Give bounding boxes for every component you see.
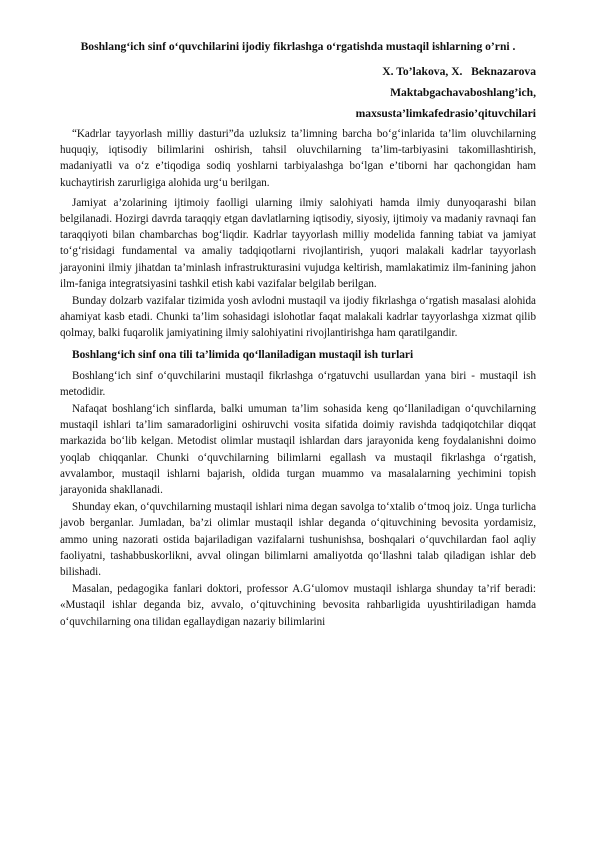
body-paragraph-2: Nafaqat boshlang‘ich sinflarda, balki umuman ta’lim sohasida keng qo‘llaniladigan o‘quvchilarning mustaqil ishlari ta’lim samaradorligini oshiruvchi vosita sifatida doimiy ravishda tadqiqotchilar diqqat markazida bo‘lib kelgan. Metodist olimlar mustaqil ishlardan dars jarayonida keng foydalanishni doimo yoqlab chiqqanlar. Chunki o‘quvchilarning bilimlarni egallash va mustaqil fikrlashga o‘rgatish, avvalambor, mustaqil ishlarni bajarish, oldida turgan muammo va masalalarning yechimini topish jarayonida shakllanadi. bbox=[60, 403, 536, 497]
body-paragraph-4: Masalan, pedagogika fanlari doktori, professor A.G‘ulomov mustaqil ishlarga shunday ta’rif beradi: «Mustaqil ishlar deganda biz, avvalo, o‘qituvchining bevosita rahbarligida uyushtiriladigan hamda o‘quvchilarning ona tilidan egallaydigan nazariy bilimlarini bbox=[60, 583, 536, 628]
affiliation-line-1: Maktabgachavaboshlang’ich, bbox=[390, 86, 536, 99]
intro-paragraph-1: “Kadrlar tayyorlash milliy dasturi”da uzluksiz ta’limning barcha bo‘g‘inlarida ta’lim oluvchilarning huquqiy, iqtisodiy bilimlarini oshirish, tahsil oluvchilarning ta’lim-tarbiyasini takomillashtirish, madaniyatli va o‘z e’tiqodiga sodiq yoshlarni tarbiyalashga bo‘lgan e’tiborni har qachongidan ham kuchaytirish zarurligiga alohida urg‘u berilgan. bbox=[60, 128, 536, 189]
body-paragraph-3: Shunday ekan, o‘quvchilarning mustaqil ishlari nima degan savolga to‘xtalib o‘tmoq joiz. Unga turlicha javob berganlar. Jumladan, ba’zi olimlar mustaqil ishlar deganda o‘qituvchining bevosita yordamisiz, ammo uning nazorati ostida bajariladigan vazifalarni tushunishsa, boshqalari o‘quvchilardan faol aqliy faoliyatni, tashabbuskorlikni, avval olingan bilimlarni amaliyotda qo‘llashni talab qiladigan ishlar deb bilishadi. bbox=[60, 501, 536, 579]
document-title: Boshlang‘ich sinf o‘quvchilarini ijodiy fikrlashga o‘rgatishda mustaqil ishlarning o’rni . bbox=[80, 40, 516, 53]
section-heading: Boshlang‘ich sinf ona tili ta’limida qo‘llaniladigan mustaqil ish turlari bbox=[72, 348, 414, 361]
affiliation-line-2: maxsusta’limkafedrasio’qituvchilari bbox=[355, 107, 536, 120]
authors: X. To’lakova, X. Beknazarova bbox=[382, 65, 536, 78]
intro-paragraph-3: Bunday dolzarb vazifalar tizimida yosh avlodni mustaqil va ijodiy fikrlashga o‘rgatish masalasi alohida ahamiyat kasb etadi. Chunki ta’lim sohasidagi islohotlar faqat malakali kadrlar tayyorlashga xizmat qilib qolmay, balki fuqarolik jamiyatining ilmiy salohiyatini rivojlantirishga ham qaratilgandir. bbox=[60, 295, 536, 340]
document-page bbox=[60, 38, 536, 631]
author-block bbox=[60, 61, 536, 124]
intro-paragraph-2: Jamiyat a’zolarining ijtimoiy faolligi ularning ilmiy salohiyati hamda ilmiy dunyoqarashi bilan belgilanadi. Hozirgi davrda taraqqiy etgan davlatlarning iqtisodiy, siyosiy, ijtimoiy va madaniy ravnaqi fan taraqqiyoti bilan chambarchas bog‘liqdir. Kadrlar tayyorlash milliy modelida fanning tabiat va jamiyat to‘g‘risidagi fundamental va amaliy tadqiqotlarni rivojlantirish, yuqori malakali kadrlar tayyorlash jarayonini ilmiy jihatdan ta’minlash infrastrukturasini vujudga keltirish, mamlakatimiz ilm-fanining jahon ilm-faniga integratsiyasini tashkil etish kabi vazifalar belgilab berilgan. bbox=[60, 196, 536, 290]
body-paragraph-1: Boshlang‘ich sinf o‘quvchilarini mustaqil fikrlashga o‘rgatuvchi usullardan yana biri - mustaqil ish metodidir. bbox=[60, 369, 536, 398]
